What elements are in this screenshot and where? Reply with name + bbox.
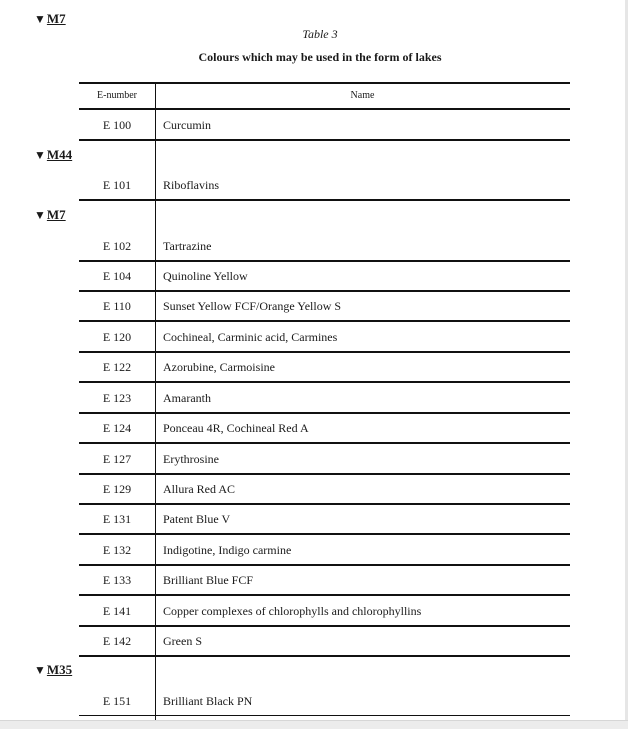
colour-name-cell: Brilliant Blue FCF	[163, 573, 254, 587]
row-rule	[79, 564, 570, 566]
down-triangle-icon: ▼	[34, 663, 46, 677]
colour-name-cell: Green S	[163, 634, 202, 648]
e-number-cell: E 151	[102, 694, 132, 708]
header-name: Name	[350, 90, 375, 101]
e-number-cell: E 102	[102, 239, 132, 253]
header-e-number: E-number	[97, 90, 137, 101]
colour-name-cell: Indigotine, Indigo carmine	[163, 543, 292, 557]
row-rule	[79, 139, 570, 141]
row-rule	[79, 594, 570, 596]
row-rule	[79, 260, 570, 262]
e-number-cell: E 124	[102, 421, 132, 435]
amendment-marker-m7[interactable]: ▼M7	[34, 207, 66, 222]
e-number-cell: E 101	[102, 178, 132, 192]
e-number-cell: E 110	[103, 299, 131, 313]
colour-name-cell: Patent Blue V	[163, 512, 231, 526]
e-number-cell: E 131	[102, 512, 132, 526]
e-number-cell: E 132	[102, 543, 132, 557]
e-number-cell: E 122	[102, 360, 132, 374]
down-triangle-icon: ▼	[34, 148, 46, 162]
colour-name-cell: Allura Red AC	[163, 482, 235, 496]
e-number-cell: E 123	[102, 391, 132, 405]
colour-name-cell: Brilliant Black PN	[163, 694, 253, 708]
row-rule	[79, 715, 570, 716]
colour-name-cell: Riboflavins	[163, 178, 219, 192]
colour-name-cell: Amaranth	[163, 391, 211, 405]
row-rule	[79, 290, 570, 292]
e-number-cell: E 104	[102, 269, 132, 283]
colour-name-cell: Curcumin	[163, 118, 211, 132]
colour-name-cell: Azorubine, Carmoisine	[163, 360, 275, 374]
row-rule	[79, 199, 570, 201]
column-divider	[155, 82, 156, 724]
e-number-cell: E 120	[102, 330, 132, 344]
colour-name-cell: Sunset Yellow FCF/Orange Yellow S	[163, 299, 342, 313]
row-rule	[79, 533, 570, 535]
row-rule	[79, 381, 570, 383]
colour-name-cell: Ponceau 4R, Cochineal Red A	[163, 421, 309, 435]
row-rule	[79, 625, 570, 627]
table-caption: Table 3	[302, 27, 338, 41]
amendment-marker-m7[interactable]: ▼M7	[34, 11, 66, 26]
colour-name-cell: Quinoline Yellow	[163, 269, 248, 283]
colour-name-cell: Erythrosine	[163, 452, 219, 466]
row-rule	[79, 655, 570, 657]
e-number-cell: E 100	[102, 118, 132, 132]
row-rule	[79, 351, 570, 353]
colour-name-cell: Copper complexes of chlorophylls and chlorophyllins	[163, 604, 422, 618]
down-triangle-icon: ▼	[34, 12, 46, 26]
down-triangle-icon: ▼	[34, 208, 46, 222]
e-number-cell: E 141	[102, 604, 132, 618]
row-rule	[79, 442, 570, 444]
row-rule	[79, 320, 570, 322]
viewer-bottom-bar	[0, 720, 628, 729]
e-number-cell: E 127	[102, 452, 132, 466]
e-number-cell: E 133	[102, 573, 132, 587]
row-rule	[79, 473, 570, 475]
e-number-cell: E 129	[102, 482, 132, 496]
amendment-marker-m44[interactable]: ▼M44	[34, 147, 73, 162]
colour-name-cell: Cochineal, Carminic acid, Carmines	[163, 330, 338, 344]
amendment-marker-m35[interactable]: ▼M35	[34, 662, 73, 677]
colour-name-cell: Tartrazine	[163, 239, 212, 253]
e-number-cell: E 142	[102, 634, 132, 648]
row-rule	[79, 412, 570, 414]
table-top-rule	[79, 82, 570, 84]
row-rule	[79, 503, 570, 505]
table-title: Colours which may be used in the form of lakes	[198, 50, 442, 64]
header-rule	[79, 108, 570, 110]
